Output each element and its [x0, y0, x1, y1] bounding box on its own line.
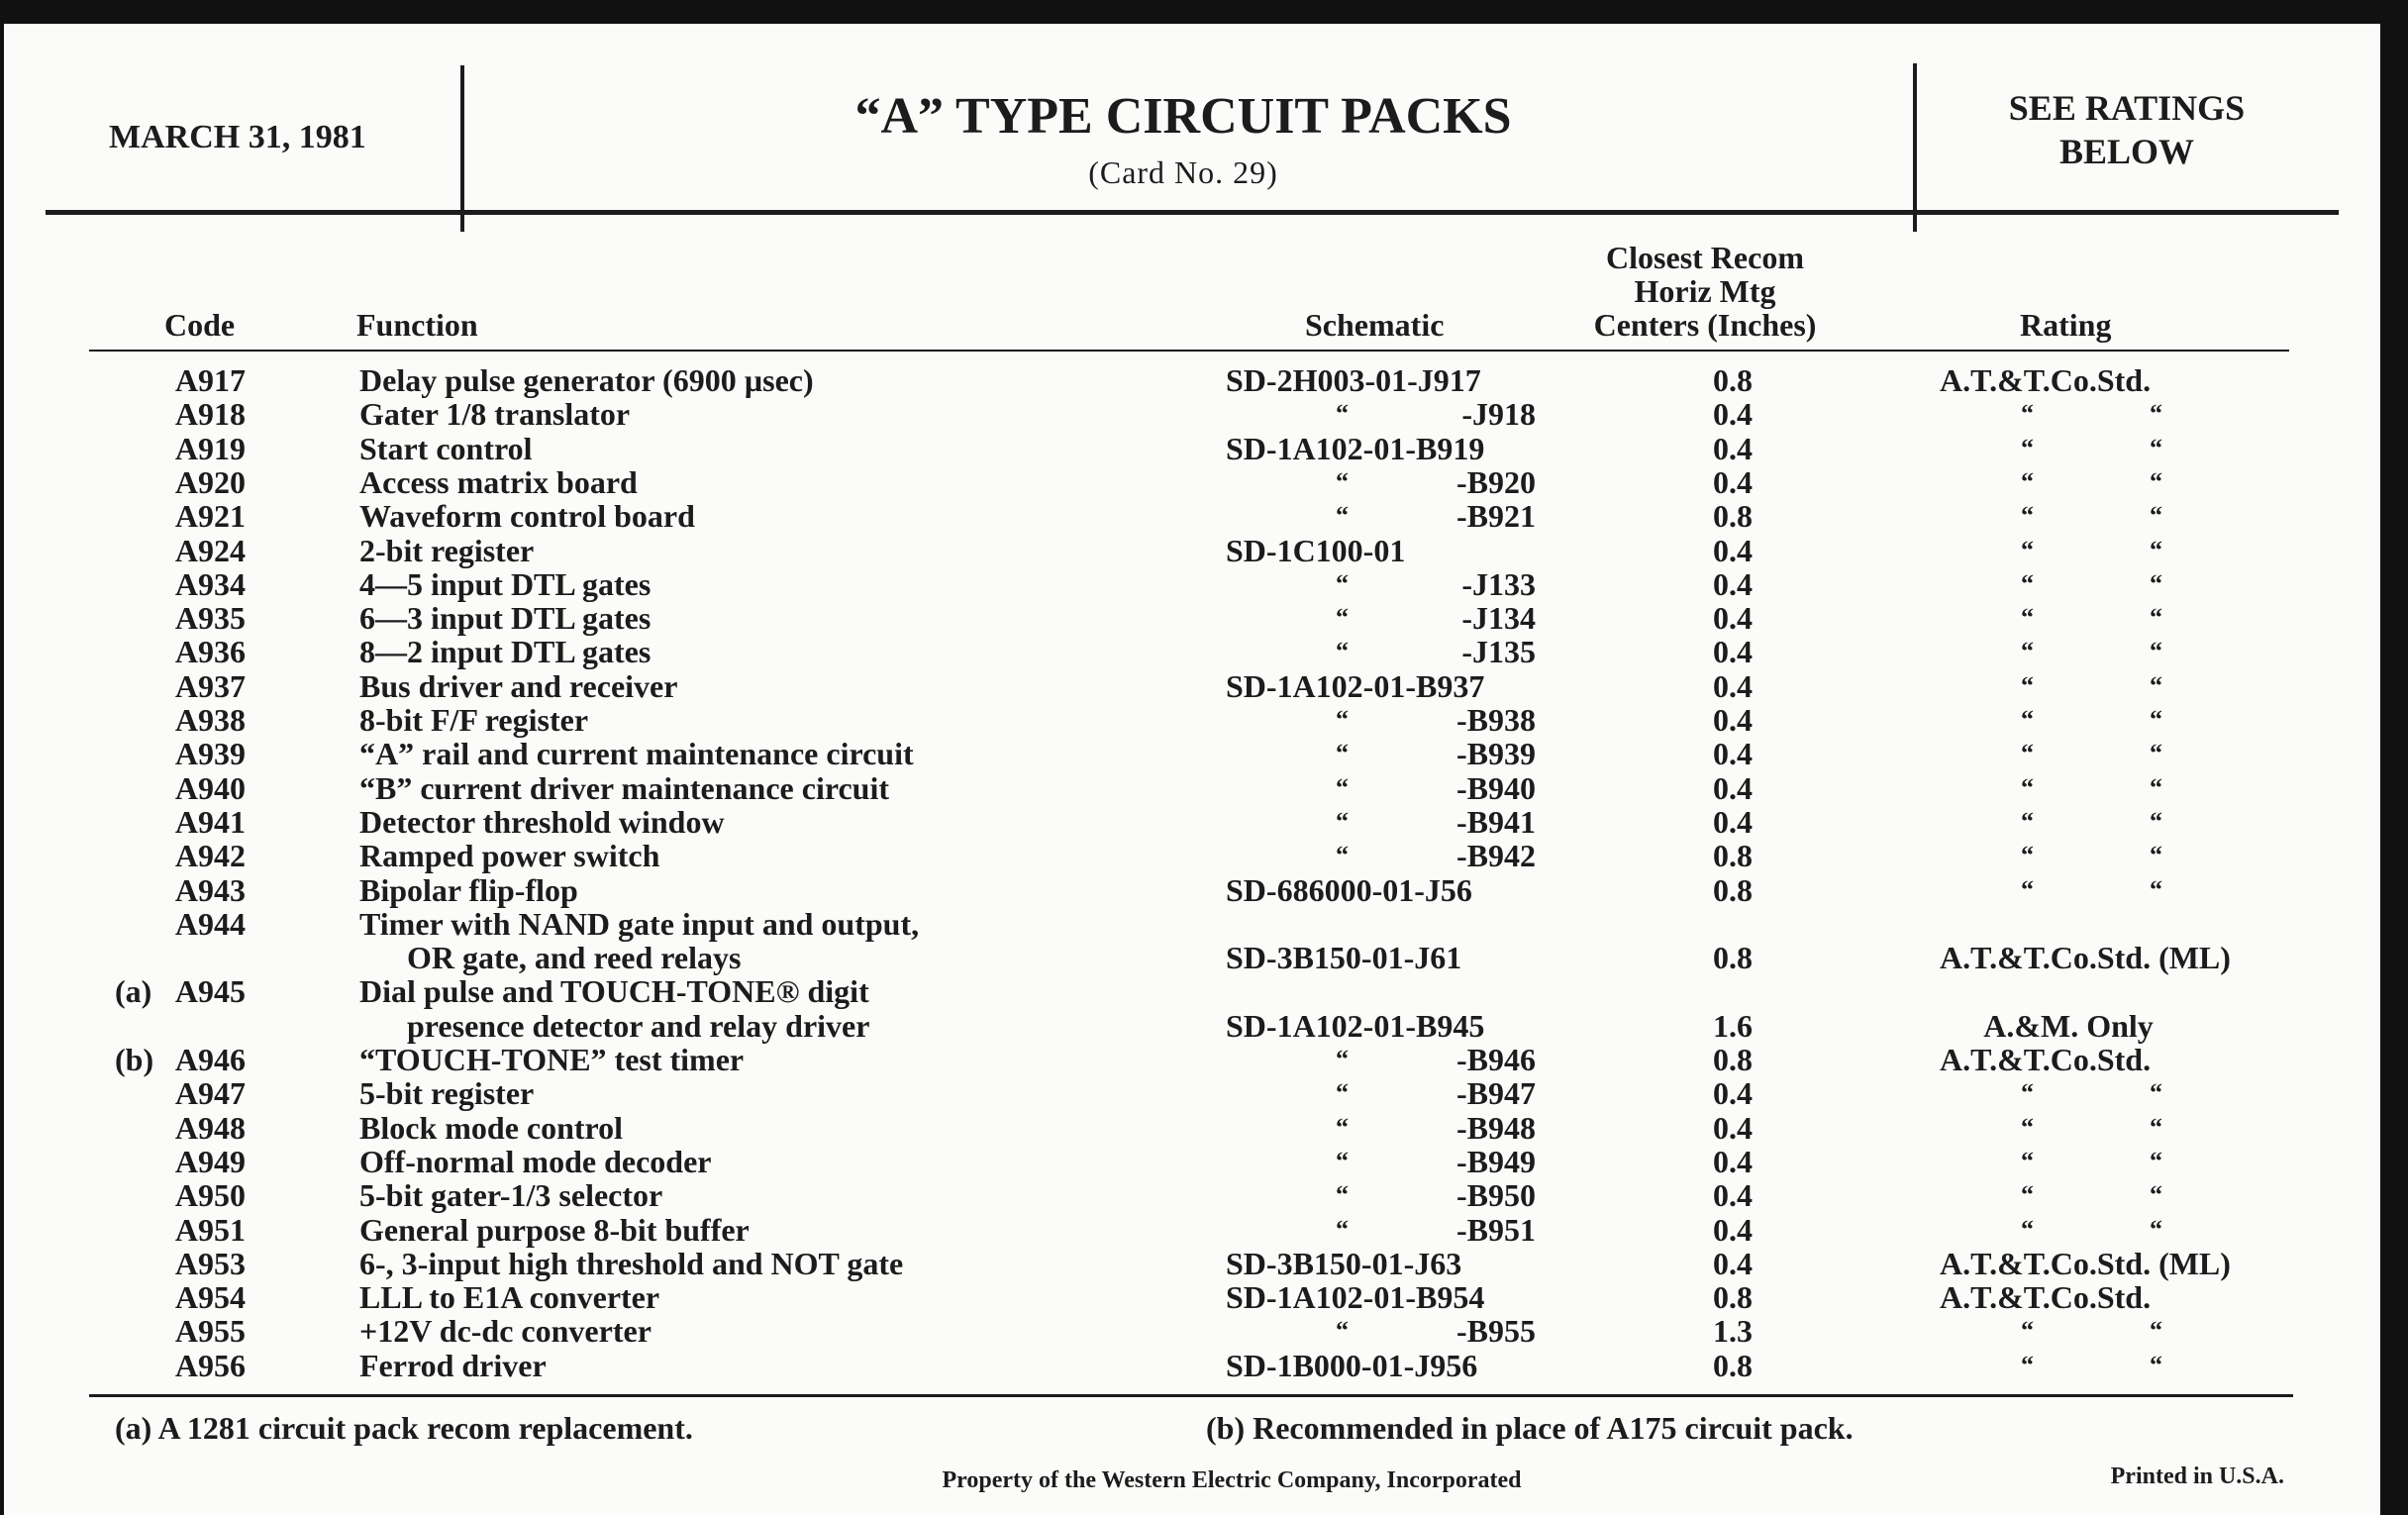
- footnote-marker: (b): [115, 1042, 154, 1077]
- function-text: General purpose 8-bit buffer: [359, 1211, 750, 1248]
- ratings-note-line1: SEE RATINGS: [2008, 88, 2246, 128]
- schematic-suffix: -J133: [1461, 565, 1536, 602]
- pack-code: A941: [174, 803, 246, 840]
- spacing-value: 1.3: [1713, 1313, 1753, 1350]
- function-text: Off-normal mode decoder: [359, 1143, 712, 1179]
- header-divider-left: [460, 65, 464, 232]
- ditto-mark: “: [2021, 535, 2034, 564]
- schematic-number: SD-1A102-01-B919: [1226, 430, 1485, 466]
- table-row: [4, 669, 2380, 703]
- rating-text: A.T.&T.Co.Std.: [1940, 1042, 2152, 1077]
- function-text: OR gate, and reed relays: [407, 940, 742, 976]
- schematic-suffix: -B949: [1456, 1143, 1536, 1179]
- function-text: Detector threshold window: [359, 803, 725, 840]
- ditto-mark: “: [1336, 1316, 1349, 1346]
- ditto-mark: “: [2150, 1078, 2162, 1108]
- spacing-value: 0.4: [1713, 1245, 1753, 1281]
- spacing-value: 0.8: [1713, 838, 1753, 874]
- schematic-suffix: -B920: [1456, 463, 1536, 500]
- function-text: Bipolar flip-flop: [359, 871, 578, 908]
- ditto-mark: “: [2150, 568, 2162, 598]
- table-row: [4, 974, 2380, 1043]
- pack-code: A919: [174, 430, 246, 466]
- ditto-mark: “: [1336, 466, 1349, 496]
- spacing-value: 0.8: [1713, 362, 1753, 398]
- table-row: [4, 737, 2380, 770]
- spacing-value: 0.4: [1713, 565, 1753, 602]
- function-text: Start control: [359, 430, 533, 466]
- spacing-value: 0.8: [1713, 1347, 1753, 1383]
- table-row: [4, 397, 2380, 431]
- ditto-mark: “: [2150, 535, 2162, 564]
- table-row: [4, 1247, 2380, 1280]
- pack-code: A949: [174, 1143, 246, 1179]
- function-text: “A” rail and current maintenance circuit: [359, 736, 914, 772]
- table-row: [4, 873, 2380, 907]
- reference-card: [4, 24, 2380, 1515]
- schematic-suffix: -B938: [1456, 702, 1536, 738]
- spacing-value: 0.8: [1713, 940, 1753, 976]
- function-text: Ferrod driver: [359, 1347, 547, 1383]
- header-divider-right: [1913, 63, 1917, 232]
- table-row: [4, 635, 2380, 668]
- ditto-mark: “: [2021, 568, 2034, 598]
- table-row: [4, 1076, 2380, 1110]
- ditto-mark: “: [1336, 806, 1349, 836]
- ditto-mark: “: [1336, 1180, 1349, 1210]
- function-text: Dial pulse and TOUCH-TONE® digit: [359, 973, 869, 1010]
- ditto-mark: “: [2150, 466, 2162, 496]
- ditto-mark: “: [2021, 433, 2034, 462]
- table-row: [4, 465, 2380, 499]
- schematic-number: SD-1A102-01-B937: [1226, 667, 1485, 704]
- function-text: 8—2 input DTL gates: [359, 634, 652, 670]
- pack-code: A956: [174, 1347, 246, 1383]
- spacing-value: 0.8: [1713, 1279, 1753, 1316]
- ditto-mark: “: [2021, 501, 2034, 531]
- ditto-mark: “: [2021, 1078, 2034, 1108]
- schematic-number: SD-1C100-01: [1226, 532, 1406, 568]
- schematic-number: SD-1B000-01-J956: [1226, 1347, 1478, 1383]
- table-row: [4, 771, 2380, 805]
- schematic-suffix: -J135: [1461, 634, 1536, 670]
- spacing-value: 0.4: [1713, 430, 1753, 466]
- pack-code: A953: [174, 1245, 246, 1281]
- pack-code: A948: [174, 1109, 246, 1146]
- ditto-mark: “: [1336, 841, 1349, 870]
- footnote-b: (b) Recommended in place of A175 circuit pack.: [1206, 1410, 1854, 1446]
- ditto-mark: “: [2021, 1180, 2034, 1210]
- schematic-number: SD-2H003-01-J917: [1226, 362, 1481, 398]
- pack-code: A918: [174, 396, 246, 433]
- schematic-suffix: -B955: [1456, 1313, 1536, 1350]
- ditto-mark: “: [1336, 568, 1349, 598]
- function-text: “TOUCH-TONE” test timer: [359, 1042, 745, 1077]
- ditto-mark: “: [2021, 841, 2034, 870]
- ditto-mark: “: [2021, 705, 2034, 734]
- ditto-mark: “: [2150, 603, 2162, 633]
- ditto-mark: “: [2021, 772, 2034, 802]
- ditto-mark: “: [2150, 399, 2162, 429]
- rating-text: A.&M. Only: [1983, 1007, 2154, 1044]
- footnote-a: (a) A 1281 circuit pack recom replacement.: [115, 1410, 693, 1446]
- ditto-mark: “: [2021, 1316, 2034, 1346]
- spacing-value: 1.6: [1713, 1007, 1753, 1044]
- pack-code: A944: [174, 905, 246, 942]
- function-text: presence detector and relay driver: [407, 1007, 870, 1044]
- ditto-mark: “: [2150, 772, 2162, 802]
- table-row: [4, 1349, 2380, 1382]
- schematic-suffix: -B939: [1456, 736, 1536, 772]
- table-row: [4, 1145, 2380, 1178]
- date: MARCH 31, 1981: [109, 119, 366, 155]
- spacing-value: 0.4: [1713, 736, 1753, 772]
- spacing-value: 0.4: [1713, 769, 1753, 806]
- ditto-mark: “: [1336, 1214, 1349, 1244]
- rating-text: A.T.&T.Co.Std.: [1940, 1279, 2152, 1316]
- table-row: [4, 363, 2380, 397]
- table-bottom-rule: [89, 1394, 2293, 1397]
- ditto-mark: “: [1336, 1112, 1349, 1142]
- table-row: [4, 805, 2380, 839]
- table-row: [4, 1314, 2380, 1348]
- schematic-suffix: -B950: [1456, 1177, 1536, 1214]
- spacing-value: 0.4: [1713, 396, 1753, 433]
- ditto-mark: “: [2021, 637, 2034, 666]
- ditto-mark: “: [2150, 1180, 2162, 1210]
- spacing-value: 0.4: [1713, 1177, 1753, 1214]
- function-text: 5-bit gater-1/3 selector: [359, 1177, 663, 1214]
- function-text: Access matrix board: [359, 463, 638, 500]
- ditto-mark: “: [2021, 1214, 2034, 1244]
- ditto-mark: “: [1336, 739, 1349, 768]
- schematic-number: SD-1A102-01-B945: [1226, 1007, 1485, 1044]
- schematic-suffix: -B942: [1456, 838, 1536, 874]
- ratings-note-line2: BELOW: [2058, 132, 2195, 171]
- spacing-value: 0.4: [1713, 463, 1753, 500]
- column-header-code: Code: [164, 307, 236, 343]
- ditto-mark: “: [2021, 670, 2034, 700]
- ditto-mark: “: [2150, 501, 2162, 531]
- table-row: [4, 601, 2380, 635]
- ditto-mark: “: [1336, 1045, 1349, 1073]
- schematic-suffix: -B947: [1456, 1075, 1536, 1112]
- schematic-suffix: -B921: [1456, 498, 1536, 535]
- spacing-value: 0.8: [1713, 498, 1753, 535]
- table-row: [4, 567, 2380, 601]
- pack-code: A917: [174, 362, 246, 398]
- table-row: [4, 1213, 2380, 1247]
- pack-code: A936: [174, 634, 246, 670]
- ditto-mark: “: [1336, 603, 1349, 633]
- pack-code: A945: [174, 973, 246, 1010]
- function-text: 2-bit register: [359, 532, 535, 568]
- ditto-mark: “: [1336, 501, 1349, 531]
- ditto-mark: “: [2021, 399, 2034, 429]
- function-text: 4—5 input DTL gates: [359, 565, 652, 602]
- schematic-number: SD-686000-01-J56: [1226, 871, 1472, 908]
- ditto-mark: “: [2150, 739, 2162, 768]
- ditto-mark: “: [1336, 705, 1349, 734]
- ditto-mark: “: [2150, 670, 2162, 700]
- pack-code: A940: [174, 769, 246, 806]
- table-row: [4, 499, 2380, 533]
- schematic-suffix: -B951: [1456, 1211, 1536, 1248]
- function-text: Block mode control: [359, 1109, 624, 1146]
- ditto-mark: “: [2150, 1112, 2162, 1142]
- spacing-value: 0.4: [1713, 702, 1753, 738]
- schematic-suffix: -B948: [1456, 1109, 1536, 1146]
- function-text: “B” current driver maintenance circuit: [359, 769, 890, 806]
- ditto-mark: “: [1336, 637, 1349, 666]
- ditto-mark: “: [2021, 739, 2034, 768]
- function-text: 8-bit F/F register: [359, 702, 589, 738]
- spacing-value: 0.4: [1713, 634, 1753, 670]
- ditto-mark: “: [2021, 1112, 2034, 1142]
- function-text: 6—3 input DTL gates: [359, 600, 652, 637]
- spacing-value: 0.4: [1713, 667, 1753, 704]
- ditto-mark: “: [2150, 637, 2162, 666]
- schematic-number: SD-1A102-01-B954: [1226, 1279, 1485, 1316]
- spacing-value: 0.8: [1713, 1042, 1753, 1077]
- pack-code: A951: [174, 1211, 246, 1248]
- pack-code: A924: [174, 532, 246, 568]
- schematic-suffix: -B941: [1456, 803, 1536, 840]
- ditto-mark: “: [2150, 433, 2162, 462]
- pack-code: A954: [174, 1279, 246, 1316]
- table-row: [4, 432, 2380, 465]
- function-text: Bus driver and receiver: [359, 667, 678, 704]
- table-row: [4, 534, 2380, 567]
- spacing-value: 0.4: [1713, 1109, 1753, 1146]
- table-row: [4, 703, 2380, 737]
- pack-code: A935: [174, 600, 246, 637]
- ditto-mark: “: [2150, 806, 2162, 836]
- schematic-suffix: -B940: [1456, 769, 1536, 806]
- ditto-mark: “: [2150, 841, 2162, 870]
- column-header-spacing-line1: Closest Recom: [1606, 240, 1804, 275]
- ditto-mark: “: [2021, 466, 2034, 496]
- ditto-mark: “: [2021, 874, 2034, 904]
- ditto-mark: “: [2150, 1350, 2162, 1379]
- ditto-mark: “: [2150, 1316, 2162, 1346]
- function-text: Timer with NAND gate input and output,: [359, 905, 920, 942]
- ditto-mark: “: [1336, 399, 1349, 429]
- column-header-rule: [89, 350, 2289, 352]
- spacing-value: 0.4: [1713, 1143, 1753, 1179]
- pack-code: A938: [174, 702, 246, 738]
- pack-code: A939: [174, 736, 246, 772]
- rating-text: A.T.&T.Co.Std. (ML): [1940, 1245, 2231, 1281]
- pack-code: A942: [174, 838, 246, 874]
- column-header-rating: Rating: [2020, 307, 2112, 343]
- table-row: [4, 839, 2380, 872]
- pack-code: A946: [174, 1042, 246, 1077]
- pack-code: A955: [174, 1313, 246, 1350]
- schematic-number: SD-3B150-01-J61: [1226, 940, 1462, 976]
- printed-in: Printed in U.S.A.: [2110, 1464, 2284, 1489]
- spacing-value: 0.4: [1713, 600, 1753, 637]
- column-header-spacing-line2: Horiz Mtg: [1634, 273, 1776, 309]
- table-row: [4, 1178, 2380, 1212]
- table-row: [4, 1043, 2380, 1076]
- schematic-suffix: -B946: [1456, 1042, 1536, 1077]
- column-header-spacing-line3: Centers (Inches): [1593, 307, 1817, 343]
- ditto-mark: “: [2021, 806, 2034, 836]
- card-number: (Card No. 29): [1088, 154, 1278, 190]
- table-row: [4, 907, 2380, 975]
- schematic-suffix: -J918: [1461, 396, 1536, 433]
- ditto-mark: “: [1336, 1078, 1349, 1108]
- rating-text: A.T.&T.Co.Std. (ML): [1940, 940, 2231, 976]
- function-text: Ramped power switch: [359, 838, 660, 874]
- spacing-value: 0.8: [1713, 871, 1753, 908]
- column-header-schematic: Schematic: [1305, 307, 1445, 343]
- schematic-suffix: -J134: [1461, 600, 1536, 637]
- rating-text: A.T.&T.Co.Std.: [1940, 362, 2152, 398]
- ditto-mark: “: [2021, 1146, 2034, 1175]
- pack-code: A937: [174, 667, 246, 704]
- spacing-value: 0.4: [1713, 1211, 1753, 1248]
- property-notice: Property of the Western Electric Company, Incorporated: [942, 1467, 1522, 1493]
- ditto-mark: “: [2150, 874, 2162, 904]
- pack-code: A920: [174, 463, 246, 500]
- spacing-value: 0.4: [1713, 1075, 1753, 1112]
- pack-code: A950: [174, 1177, 246, 1214]
- ditto-mark: “: [1336, 1146, 1349, 1175]
- function-text: 5-bit register: [359, 1075, 535, 1112]
- pack-code: A947: [174, 1075, 246, 1112]
- spacing-value: 0.4: [1713, 803, 1753, 840]
- schematic-number: SD-3B150-01-J63: [1226, 1245, 1462, 1281]
- ditto-mark: “: [2021, 603, 2034, 633]
- function-text: +12V dc-dc converter: [359, 1313, 652, 1350]
- page-title: “A” TYPE CIRCUIT PACKS: [854, 88, 1512, 145]
- table-row: [4, 1111, 2380, 1145]
- function-text: 6-, 3-input high threshold and NOT gate: [359, 1245, 904, 1281]
- header-rule: [46, 210, 2339, 215]
- ditto-mark: “: [2021, 1350, 2034, 1379]
- ditto-mark: “: [2150, 1146, 2162, 1175]
- pack-code: A943: [174, 871, 246, 908]
- function-text: Delay pulse generator (6900 µsec): [359, 362, 814, 398]
- column-header-function: Function: [356, 307, 478, 343]
- ditto-mark: “: [2150, 1214, 2162, 1244]
- pack-code: A934: [174, 565, 246, 602]
- footnote-marker: (a): [115, 973, 152, 1010]
- table-row: [4, 1280, 2380, 1314]
- function-text: LLL to E1A converter: [359, 1279, 660, 1316]
- ditto-mark: “: [1336, 772, 1349, 802]
- spacing-value: 0.4: [1713, 532, 1753, 568]
- function-text: Gater 1/8 translator: [359, 396, 631, 433]
- ditto-mark: “: [2150, 705, 2162, 734]
- function-text: Waveform control board: [359, 498, 695, 535]
- pack-code: A921: [174, 498, 246, 535]
